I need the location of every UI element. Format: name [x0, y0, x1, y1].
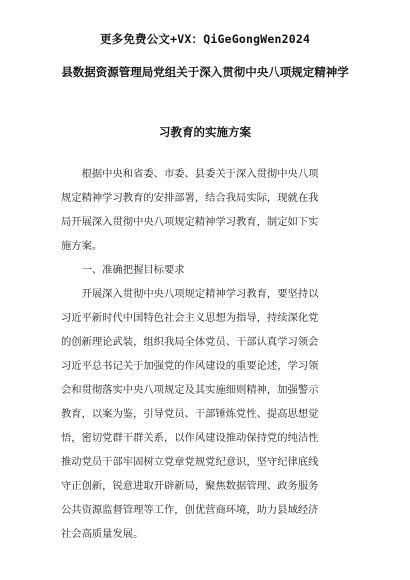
- section-heading-1: 一、准确把握目标要求: [61, 264, 185, 276]
- paragraph-2-line-11: 社会高质量发展。: [61, 528, 144, 540]
- paragraph-2-line-5: 会和贯彻落实中央八项规定及其实施细则精神，加强警示: [61, 384, 319, 396]
- paragraph-1-line-2: 规定精神学习教育的安排部署，结合我局实际，现就在我: [61, 192, 319, 204]
- paragraph-2-line-8: 推动党员干部牢固树立党章党规党纪意识，坚守纪律底线: [61, 456, 319, 468]
- paragraph-2-line-10: 公共资源监督管理等工作，创优营商环境，助力县域经济: [61, 504, 319, 516]
- document-title-line-1: 县数据资源管理局党组关于深入贯彻中央八项规定精神学: [61, 65, 349, 79]
- paragraph-2-line-3: 的创新理论武装，组织我局全体党员、干部认真学习领会: [61, 336, 319, 348]
- paragraph-2-line-6: 教育，以案为鉴，引导党员、干部锤炼党性、提高思想觉: [61, 408, 319, 420]
- paragraph-2-line-7: 悟，密切党群干群关系，以作风建设推动保持党的纯洁性: [61, 432, 319, 444]
- paragraph-2-line-9: 守正创新，锐意进取开辟新局，聚焦数据管理、政务服务: [61, 480, 319, 492]
- paragraph-1-line-1: 根据中央和省委、市委、县委关于深入贯彻中央八项: [61, 168, 319, 180]
- paragraph-1-line-3: 局开展深入贯彻中央八项规定精神学习教育，制定如下实: [61, 216, 319, 228]
- paragraph-2-line-2: 习近平新时代中国特色社会主义思想为指导，持续深化党: [61, 312, 319, 324]
- paragraph-2-line-1: 开展深入贯彻中央八项规定精神学习教育，要坚持以: [61, 288, 319, 300]
- document-title-line-2: 习教育的实施方案: [159, 125, 251, 139]
- watermark-header: 更多免费公文+VX：QiGeGongWen2024: [99, 32, 311, 46]
- paragraph-2-line-4: 习近平总书记关于加强党的作风建设的重要论述，学习领: [61, 360, 319, 372]
- paragraph-1-line-4: 施方案。: [61, 240, 103, 252]
